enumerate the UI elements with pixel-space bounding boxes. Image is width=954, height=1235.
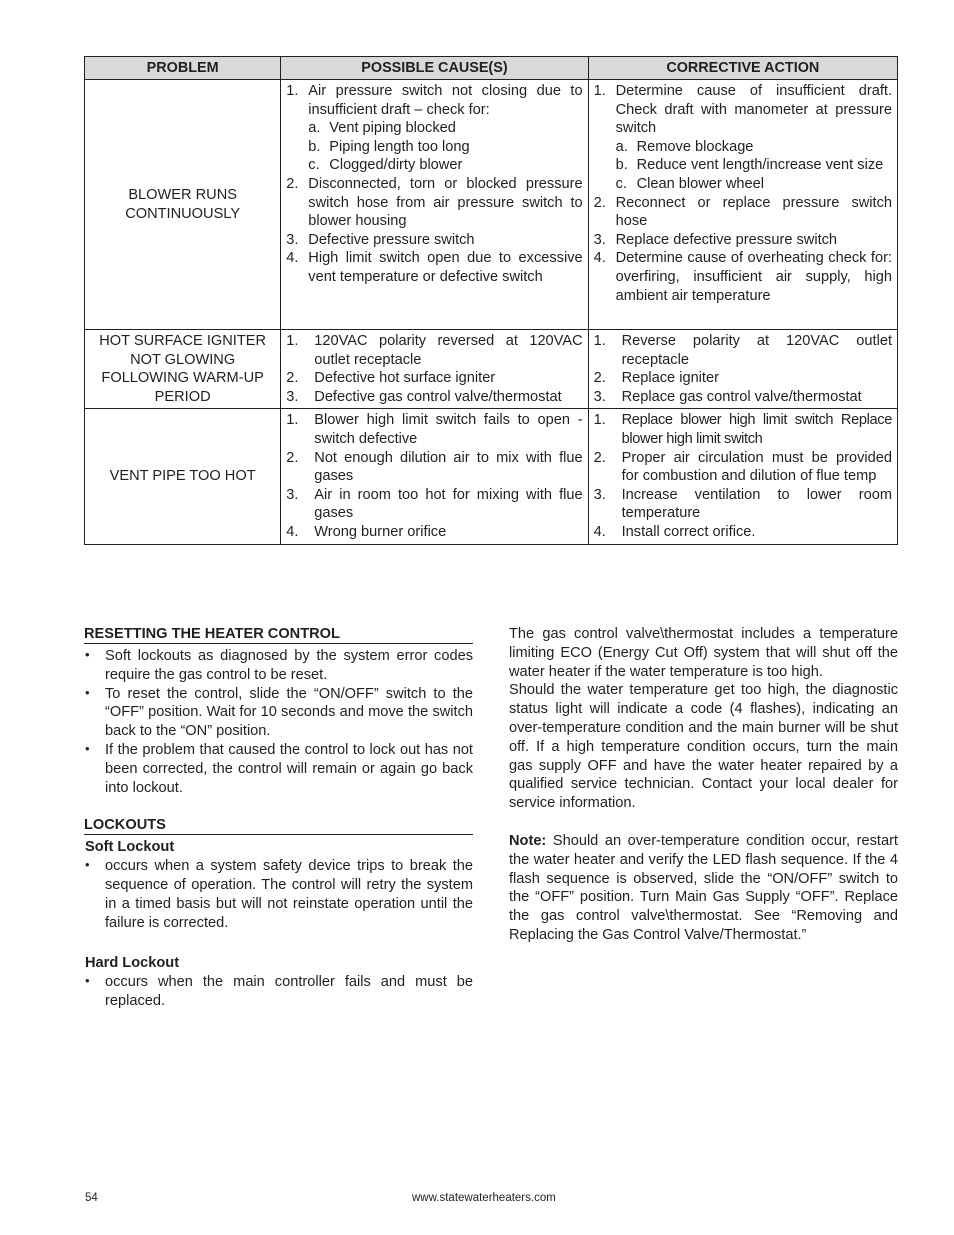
list-item <box>594 523 892 542</box>
item-number: 3. <box>286 388 299 405</box>
item-number: 1. <box>593 83 606 99</box>
bullet-text: If the problem that caused the control to lock out has not been corrected, the control will remain or again go back into lockout. <box>105 741 473 796</box>
sub-item-letter: b. <box>308 138 321 155</box>
sub-list-item <box>308 119 582 138</box>
item-text: Defective pressure switch <box>308 231 475 248</box>
bullet-text: occurs when a system safety device trips to break the sequence of operation. The control will retry the system in a timed basis but will not reinstate operation until the failure is corrected. <box>105 858 473 931</box>
right-column <box>509 625 898 945</box>
eco-paragraph: The gas control valve\thermostat includes a temperature limiting ECO (Energy Cut Off) system that will shut off the water heater if the water temperature is too high. <box>509 626 898 680</box>
item-number: 3. <box>286 486 299 503</box>
item-text: Disconnected, torn or blocked pressure switch hose from air pressure switch to blower housing <box>308 175 583 230</box>
sub-item-text: Remove blockage <box>636 138 754 155</box>
header-corrective-action: CORRECTIVE ACTION <box>588 57 897 80</box>
sub-item-text: Vent piping blocked <box>329 120 456 137</box>
list-item <box>594 231 892 250</box>
sub-item-text: Reduce vent length/increase vent size <box>636 157 884 174</box>
causes-cell <box>281 330 588 409</box>
bullet-icon: • <box>85 857 90 873</box>
item-text: Blower high limit switch fails to open - switch defective <box>314 412 583 447</box>
item-text: Reconnect or replace pressure switch hose <box>615 194 892 230</box>
item-text: Replace blower high limit switch Replace blower high limit switch <box>621 412 892 447</box>
list-item <box>84 647 473 685</box>
bullet-icon: • <box>85 740 90 756</box>
item-text: Increase ventilation to lower room temperature <box>621 486 892 522</box>
item-text: Reverse polarity at 120VAC outlet receptacle <box>621 333 892 368</box>
note-paragraph <box>509 832 898 945</box>
causes-cell <box>281 80 588 330</box>
list-item <box>594 369 892 388</box>
sub-item-text: Piping length too long <box>329 138 470 155</box>
bullet-icon: • <box>85 684 90 700</box>
header-problem: PROBLEM <box>85 57 281 80</box>
lockouts-heading: LOCKOUTS <box>84 816 473 835</box>
item-text: 120VAC polarity reversed at 120VAC outlet receptacle <box>314 333 583 368</box>
item-number: 2. <box>286 449 299 466</box>
item-text: Replace igniter <box>621 370 719 387</box>
sub-list <box>308 119 582 175</box>
hard-lockout-bullets <box>84 973 473 1011</box>
list-item <box>84 973 473 1011</box>
item-text: Air in room too hot for mixing with flue gases <box>314 486 583 522</box>
left-column <box>84 625 473 1011</box>
item-number: 4. <box>593 250 606 267</box>
list-item <box>286 249 582 286</box>
list-item <box>84 685 473 741</box>
soft-lockout-title: Soft Lockout <box>85 839 175 856</box>
causes-cell <box>281 409 588 544</box>
item-text: Defective gas control valve/thermostat <box>314 388 562 405</box>
item-text: Replace defective pressure switch <box>615 231 838 248</box>
list-item <box>594 411 892 448</box>
item-number: 1. <box>286 83 299 99</box>
item-number: 2. <box>593 449 606 466</box>
causes-list <box>286 82 582 287</box>
item-text: Replace gas control valve/thermostat <box>621 388 862 405</box>
list-item <box>286 388 582 407</box>
item-text: Determine cause of overheating check for: overfiring, insufficient air supply, high ambient air temperature <box>615 250 892 304</box>
problem-cell <box>85 330 281 409</box>
causes-list <box>286 411 582 541</box>
list-item <box>286 82 582 175</box>
list-item <box>594 82 892 194</box>
sub-item-letter: c. <box>308 157 320 174</box>
list-item <box>594 486 892 523</box>
sub-list-item <box>616 138 892 157</box>
problem-text: VENT PIPE TOO HOT <box>109 468 256 485</box>
sub-item-letter: c. <box>615 175 627 192</box>
list-item <box>286 411 582 448</box>
sub-list-item <box>308 138 582 157</box>
item-text: Install correct orifice. <box>621 523 756 540</box>
troubleshooting-table <box>84 56 898 545</box>
list-item <box>286 449 582 486</box>
item-text: Not enough dilution air to mix with flue gases <box>314 449 583 485</box>
item-number: 1. <box>593 333 606 349</box>
list-item <box>594 388 892 407</box>
problem-text: HOT SURFACE IGNITER NOT GLOWING FOLLOWING WARM-UP PERIOD <box>99 333 267 405</box>
list-item <box>594 249 892 305</box>
sub-list-item <box>616 175 892 194</box>
over-temperature-paragraph: Should the water temperature get too high, the diagnostic status light will indicate a code (4 flashes), indicating an over-temperature condition and the main burner will be shut off. If a high temperature condition occurs, turn the main gas supply OFF and have the water heater repaired by a qualified service technician. Contact your local dealer for service information. <box>509 682 898 812</box>
item-text: High limit switch open due to excessive vent temperature or defective switch <box>308 250 583 285</box>
bullet-text: Soft lockouts as diagnosed by the system error codes require the gas control to be reset. <box>105 648 473 683</box>
problem-cell <box>85 80 281 330</box>
actions-list <box>594 82 892 305</box>
item-number: 4. <box>286 523 299 540</box>
item-number: 1. <box>593 412 606 429</box>
sub-list <box>616 138 892 194</box>
note-label: Note: <box>509 832 547 849</box>
item-number: 2. <box>286 175 299 192</box>
header-possible-causes: POSSIBLE CAUSE(S) <box>281 57 588 80</box>
item-number: 3. <box>593 388 606 405</box>
list-item <box>286 523 582 542</box>
sub-item-letter: a. <box>308 120 321 137</box>
list-item <box>286 231 582 250</box>
list-item <box>84 741 473 797</box>
sub-item-letter: a. <box>615 138 628 155</box>
bullet-icon: • <box>85 973 90 989</box>
table-row <box>85 80 898 330</box>
table-row <box>85 330 898 409</box>
actions-cell <box>588 80 897 330</box>
list-item <box>84 857 473 932</box>
resetting-heading: RESETTING THE HEATER CONTROL <box>84 625 473 644</box>
sub-list-item <box>616 156 892 175</box>
footer-url: www.statewaterheaters.com <box>412 1192 556 1204</box>
list-item <box>594 332 892 369</box>
list-item <box>594 194 892 231</box>
hard-lockout-title: Hard Lockout <box>85 955 180 972</box>
item-text: Wrong burner orifice <box>314 523 447 540</box>
item-number: 2. <box>593 370 606 387</box>
list-item <box>286 369 582 388</box>
item-text: Air pressure switch not closing due to insufficient draft – check for: <box>308 83 583 118</box>
item-number: 3. <box>593 231 606 248</box>
bullet-text: occurs when the main controller fails and must be replaced. <box>105 974 473 1009</box>
item-text: Proper air circulation must be provided for combustion and dilution of flue temp <box>621 449 892 485</box>
sub-item-letter: b. <box>615 157 628 174</box>
actions-cell <box>588 409 897 544</box>
problem-text: BLOWER RUNS CONTINUOUSLY <box>125 186 241 222</box>
problem-cell <box>85 409 281 544</box>
actions-list <box>594 332 892 406</box>
item-number: 4. <box>286 250 299 267</box>
page-number: 54 <box>85 1192 98 1204</box>
item-text: Defective hot surface igniter <box>314 370 496 387</box>
sub-list-item <box>308 156 582 175</box>
list-item <box>286 175 582 231</box>
actions-cell <box>588 330 897 409</box>
item-number: 3. <box>286 231 299 248</box>
table-row <box>85 409 898 544</box>
note-text: Should an over-temperature condition occur, restart the water heater and verify the LED flash sequence. If the 4 flash sequence is observed, slide the “ON/OFF” switch to the “OFF” position. Turn Main Gas Supply “OFF”. Replace the gas control valve\thermostat. See “Removing and Replacing the Gas Control Valve/Thermostat.” <box>509 832 898 943</box>
resetting-bullets <box>84 647 473 797</box>
sub-item-text: Clogged/dirty blower <box>329 157 463 174</box>
list-item <box>286 486 582 523</box>
item-number: 2. <box>286 370 299 387</box>
bullet-text: To reset the control, slide the “ON/OFF” switch to the “OFF” position. Wait for 10 seconds and move the switch back to the “ON” position. <box>105 685 473 740</box>
item-number: 1. <box>286 333 299 349</box>
item-number: 4. <box>593 523 606 540</box>
list-item <box>286 332 582 369</box>
item-number: 2. <box>593 194 606 211</box>
actions-list <box>594 411 892 541</box>
sub-item-text: Clean blower wheel <box>636 175 764 192</box>
item-number: 3. <box>593 486 606 503</box>
soft-lockout-bullets <box>84 857 473 932</box>
item-number: 1. <box>286 412 299 429</box>
causes-list <box>286 332 582 406</box>
item-text: Determine cause of insufficient draft. Check draft with manometer at pressure switch <box>615 83 892 137</box>
table-header-row <box>85 57 898 80</box>
bullet-icon: • <box>85 647 90 662</box>
list-item <box>594 449 892 486</box>
